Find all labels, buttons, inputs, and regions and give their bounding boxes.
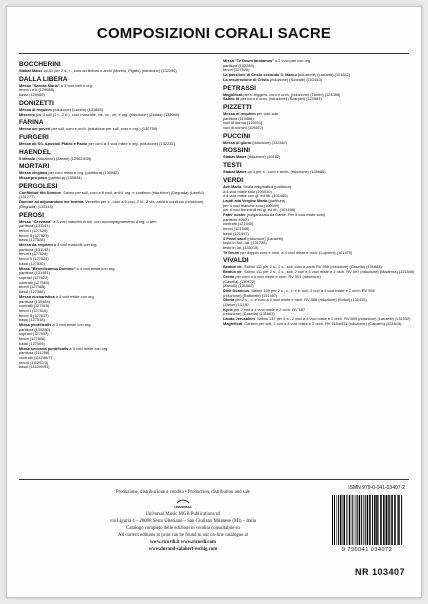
catalogue-entry: Messa di requiem per voci sole (223, 110, 279, 116)
catalogue-entry: Beatus vir. Salmo 111 per 2 s., 2 c., soli, 2 cori e 4 voci miste e 2 orch. RV 597 (riduzione) (Maderna) (131546) (223, 269, 415, 275)
publisher-address: via Liguria 4 – 20098 Sesto Ulteriano – San Giuliano Milanese (MI) – Italia (109, 519, 257, 524)
catalogue-entry: Missa secunda pontificalis a 3 voci miste con org. (19, 345, 109, 351)
production-line: Produzione, distribuzione e vendita • Production, distribution and sale (115, 490, 251, 495)
barcode-bar (386, 495, 388, 545)
catalogue-entry: tenori I (127528) (19, 251, 48, 257)
barcode-bar (344, 495, 346, 545)
catalogue-entry: (Zanon) 13130 (223, 302, 249, 308)
catalogue-entry: a 4 voci miste con gl. ed itb. (101460) (223, 193, 288, 199)
top-rule (19, 53, 409, 54)
catalogue-entry: Kyrie per 2 cori a 4 voci miste e 2 orch. RV 587 (223, 306, 306, 312)
barcode-bar (354, 495, 355, 545)
catalogue-entry: partitura (131142) (19, 246, 50, 252)
catalogue-entry: partitura 46621 (223, 216, 250, 222)
catalogue-entry: Salmo IX per coro e orch. (riduzione) (Scarpini) (123983) (223, 96, 322, 102)
barcode-bar (380, 495, 382, 545)
barcode-bar (383, 495, 385, 545)
catalogue-entry: tenori II (127529) (19, 256, 49, 262)
catalogue-entry: voci di uomini (119492) (223, 125, 263, 131)
barcode-bar (336, 495, 337, 545)
left-column (19, 59, 215, 473)
catalogue-entry: tenori (127508) (19, 336, 46, 342)
catalogue-entry: tenori I (127526) (19, 227, 48, 233)
catalogue-entry: Magnificat. Cantico per soli, 2 cori a 4 voci miste e 2 orch. RV 610a/611 (riduzione) (Calvario) (131615) (223, 320, 402, 326)
barcode-bar (397, 495, 398, 545)
logo-text: UNIVERSAL (174, 505, 192, 509)
composer-heading: DONIZETTI (19, 99, 54, 107)
catalogue-entry: Magnificat per s. leggero, coro e orch. (riduzione) (Turchi) (124388) (223, 91, 341, 97)
catalogue-entry: partitura (130484) (19, 298, 50, 304)
catalogue-entry: testo in ital., lat. (131726) (223, 240, 267, 246)
catalogue-entry: voci di donna (119491) (223, 120, 263, 126)
catalogue-entry: La resurrezione di Cristo (riduzione) (Socrate) (102443) (223, 76, 323, 82)
catalogue-entry: contralti (127584) (19, 279, 50, 285)
barcode-bar (356, 495, 357, 545)
composer-heading: VERDI (223, 176, 244, 184)
ricordi-links[interactable]: www.ricordi.it www.ricordi.com (150, 540, 216, 545)
barcode-bar (359, 495, 361, 545)
catalogue-entry: Missa "Te Deum laudamus" a 2 voci pari con org. (223, 59, 312, 63)
composer-heading: VIVALDI (223, 257, 249, 265)
composer-heading: HAENDEL (19, 148, 51, 156)
catalogue-columns (19, 59, 415, 473)
barcode-bar (349, 495, 351, 545)
catalogue-entry: Messa eucharistica a 4 voci miste con org. (19, 293, 95, 299)
composer-heading: TESTI (223, 162, 242, 170)
catalogue-entry: partitura (131481) (19, 270, 50, 276)
composer-heading: PERGOLESI (19, 182, 58, 190)
catalogue-entry: partitura (130280) (19, 326, 50, 332)
catalogue-entry: Dixit Dominus. Salmo 109 per 2 s., c., t. e b. soli, 2 cori a 4 voci miste e 2 orch. RV 594 (223, 287, 375, 293)
durand-link[interactable]: www.durand-salabert-eschig.com (148, 547, 218, 552)
catalogue-entry: partitura (119486) (223, 115, 254, 121)
catalogue-entry: Ave Maria. Scala enigmatica (partitura) (223, 183, 291, 189)
barcode-bar (378, 495, 379, 545)
catalogue-entry: soprani (127507) (19, 331, 49, 337)
barcode-bar (376, 495, 378, 545)
catalogue-entry: (Casella) (130472) (223, 278, 256, 284)
catalogue-entry: partitura (131141) (19, 223, 50, 229)
catalogue-entry: bassi (111290/91) (19, 364, 50, 370)
barcode-bar (367, 495, 369, 545)
catalogue-entry: Stabat Mater (riduzione) (49182) (223, 154, 281, 160)
catalogue-entry: La passione di Cristo secondo S. Marco (riduzione) (Lanzetti) (101642) (223, 72, 351, 78)
barcode-bar (365, 495, 366, 545)
barcode-bar (389, 495, 390, 545)
catalogue-entry: Confitebor tibi Domine. Salmo per soli, coro a 5 voci, archi, org. e continuo (riduzione) (Degrada) (Lavelo) (131777) (19, 189, 204, 200)
barcode-bar (342, 495, 343, 545)
catalogue-entry: bassi (127528) (19, 237, 45, 243)
catalogue-entry: Stabat Mater op.3 per s., coro e archi. (riduzione) (128668) (223, 169, 326, 175)
publisher-name: Universal Music MGB Publications srl (145, 512, 221, 517)
composer-heading: FARINA (19, 119, 44, 127)
catalogue-entry: Messa dei poveri per soli, coro e orch. (riduzione per soli, coro e org.) (130759) (19, 126, 158, 132)
composer-heading: FURGERI (19, 133, 49, 141)
catalogue-entry: tenori (121546) (223, 226, 250, 232)
catalogue-entry: per 4 voci bianche solo (100009) (223, 202, 280, 208)
catalogue-page (6, 6, 422, 598)
barcode-bar (372, 495, 373, 545)
catalogue-entry: Messa di requiem (riduzione) (Lavelo) (131855) (19, 106, 103, 112)
footer (19, 483, 409, 593)
composer-heading: BOCCHERINI (19, 61, 61, 68)
composer-heading: DALLA LIBERA (19, 75, 68, 83)
footer-rule (19, 479, 409, 480)
barcode-bar (369, 495, 371, 545)
catalogue-entry: tenori (127520) (223, 67, 250, 73)
catalogue-entry: bassi (121547) (223, 230, 249, 236)
catalogue-entry: Pater noster (volgarizzato da Dante. Per 5 voci miste solo) (223, 212, 326, 218)
catalogue-entry: Missa pro pace (partitura) (130644) (19, 175, 82, 181)
barcode-bar (363, 495, 364, 545)
catalogue-entry: Missa pontificalis a 3 voci miste con org. (19, 322, 92, 328)
catalogue-entry: a 4 voci miste solo (100010) (223, 188, 272, 194)
catalogue-entry: testo in lat. (133015) (223, 244, 259, 250)
catalogue-entry: Miserere per 4 soli (2 t., 2 b.), coro maschile, vle, vc., cb. e org. (riduzione) (Zedda) (132040) (19, 111, 180, 117)
barcode-bar (374, 495, 376, 545)
barcode-bar (398, 495, 400, 545)
catalogue-entry: Messa "Cerviana" a 3 voci maschili in mir. con accompagnamento d'org. o arm. (19, 218, 158, 224)
catalogue-entry: Stabat Mater op.61 per 2 s., t., coro ad libitum e archi (Morelo, Pigato) (riduzione) (132296) (19, 68, 177, 73)
barcode-bar (357, 495, 358, 545)
catalogue-entry: Lauda Jerusalem. Salmo 147 per 4 s., 2 voci a 4 voci miste e 2 orch. RV 609 (riduzione) (Lanzetti) (131532) (223, 316, 411, 322)
barcode-bar (340, 495, 342, 545)
barcode-bar (352, 495, 353, 545)
right-column (223, 59, 419, 473)
barcode-bar (361, 495, 362, 545)
barcode-bar (401, 495, 402, 545)
catalogue-entry: Credo per coro a 4 voci miste e orch. RV 591 (riduzione) (223, 273, 321, 279)
catalogue-entry: bassi (129989) (19, 92, 45, 98)
barcode-bar (388, 495, 389, 545)
barcode-bar (338, 495, 339, 545)
catalog-number: NR 103407 (354, 567, 405, 577)
composer-heading: MORTARI (19, 163, 50, 171)
catalogue-entry: 4 Pezzi sacri (riduzione) (Lanzetti) (223, 235, 283, 241)
catalogue-entry: Domine ad adjuvandum me festina. Versetto per s., coro a 5 voci, 2 vl., 2 vle, archi e continuo (riduzione) (Degrada) (133113) (19, 199, 204, 209)
catalogue-entry: partitura (111288) (19, 350, 50, 356)
composer-heading: PUCCINI (223, 132, 251, 140)
barcode-bar (334, 495, 335, 545)
ismn-code: ISMN 979-0-041-03407-2 (348, 485, 405, 491)
catalogue-line-en: All current editions in print can be found in our on-line catalogue at (117, 533, 248, 538)
barcode-bar (346, 495, 347, 545)
catalogue-entry: Messa da requiem a 3 voci maschili con org. (19, 242, 98, 248)
catalogue-entry: Gloria per 2 s., c. e coro a 4 voci miste e orch. RV 588 (riduzione) (Sokol) (131415) (223, 297, 367, 303)
catalogue-entry: Te Deum per doppio coro e orch. a 4 voci miste e orch. (Luporini) (101470) (223, 249, 353, 255)
catalogue-entry: Missa "Benedicamus Domino" a 4 voci miste con org. (19, 265, 116, 271)
composer-heading: PETRASSI (223, 84, 256, 92)
barcode-bar (394, 495, 396, 545)
barcode-bar (332, 495, 333, 545)
catalogue-entry: Laudi alla Vergine Maria (partitura) (223, 197, 286, 203)
catalogue-entry: soprani (127522) (19, 274, 49, 280)
universal-logo-icon (171, 498, 195, 510)
catalogue-entry: Il Messia (riduzione) (Zanon) (129624/35) (19, 155, 92, 161)
catalogue-line-it: Catalogo completo delle edizioni in vendita consultabile su (126, 526, 240, 531)
catalogue-entry: contralti (121545) (223, 221, 254, 227)
composer-heading: PEROSI (19, 211, 44, 219)
composer-heading: PIZZETTI (223, 103, 252, 111)
catalogue-entry: bassi (127509) (19, 340, 45, 346)
catalogue-entry: tenori I (127516) (19, 307, 48, 313)
publisher-info (83, 489, 283, 553)
barcode (329, 493, 405, 547)
catalogue-entry: (riduzione) (Casella) (131663) (223, 311, 275, 317)
catalogue-entry: bassi (127518) (19, 317, 45, 323)
catalogue-entry: partitura (102289) (223, 62, 254, 68)
catalogue-entry: (Zanolli) (131582) (223, 283, 254, 289)
catalogue-entry: Messa di gloria (riduzione) (132467) (223, 139, 288, 145)
catalogue-entry: tenori II (127517) (19, 312, 49, 318)
catalogue-entry: contralti (127515) (19, 303, 50, 309)
catalogue-entry: tenori II (127527) (19, 232, 49, 238)
catalogue-entry: bassi (127586) (19, 289, 45, 295)
barcode-number: 9 790041 034072 (341, 547, 393, 553)
catalogue-entry: bassi (127530) (19, 260, 45, 266)
catalogue-entry: Messa ad SS. Apostoli Platro e Paolo per coro a 4 voci miste e org. (riduzione) (132232) (19, 140, 175, 146)
barcode-bar (391, 495, 393, 545)
catalogue-entry: Messa elegiaca per coro misto e org. (partitura) (130982) (19, 170, 119, 176)
catalogue-entry: contralti (111286/7) (19, 354, 52, 360)
catalogue-entry: Beatus vir. Salmo 111 per 2 s., 2 c., soli, coro e archi RV 598 (riduzione) (Casella) (131684) (223, 264, 382, 270)
composer-heading: ROSSINI (223, 147, 251, 155)
catalogue-entry: tenori I e II (129988) (19, 87, 55, 93)
catalogue-entry: tenori (127585) (19, 284, 46, 290)
catalogue-entry: Messa "Sancta Maria" a 3 voci virili e org. (19, 82, 93, 88)
catalogue-entry: per 4 voci femminili ed gl. ed itb. (101468) (223, 207, 296, 213)
catalogue-entry: (riduzione) (Rafanetti) (131467) (223, 292, 278, 298)
page-title: COMPOSIZIONI CORALI SACRE (96, 25, 332, 42)
catalogue-entry: tenori (111292/3) (19, 359, 49, 365)
